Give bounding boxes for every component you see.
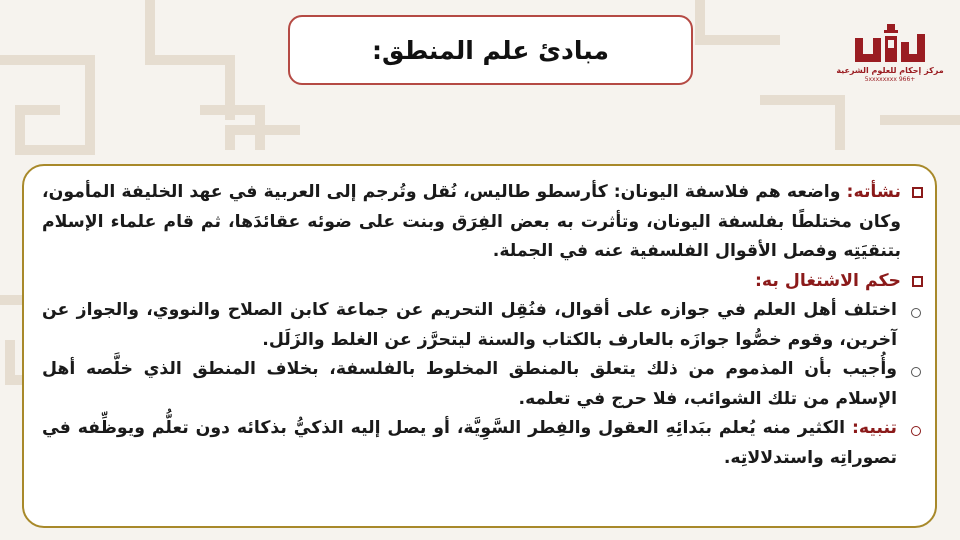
ruling-point-text: اختلف أهل العلم في جوازه على أقوال، فنُقِل التحريم عن جماعة كابن الصلاح والنووي، والجواز عن آخرين، وقوم خصُّوا جوازَه بالعارف بالكتاب والسنة ليتحرَّز عن الغلط والزَلَل. (42, 300, 897, 350)
logo (836, 22, 944, 96)
logo-subtitle: مركز إحكام للعلوم الشرعية (836, 66, 944, 75)
section-ruling (42, 267, 923, 297)
ruling-point (42, 355, 923, 414)
circle-bullet-icon (911, 367, 921, 377)
page-title: مبادئ علم المنطق: (372, 35, 609, 65)
circle-bullet-icon (911, 426, 921, 436)
square-bullet-icon (912, 187, 923, 198)
section-origin (42, 178, 923, 267)
square-bullet-icon (912, 276, 923, 287)
content-box (22, 164, 937, 528)
note-label: تنبيه: (851, 418, 897, 438)
logo-mark-icon (851, 22, 929, 66)
section-origin-text: واضعه هم فلاسفة اليونان: كأرسطو طاليس، نُقل وتُرجم إلى العربية في عهد الخليفة المأمون، وكان مختلطًا بفلسفة اليونان، وتأثرت به بعض الفِرَق وبنت على ضوئه عقائدَها، ثم قام علماء الإسلام بتنقيَتِه وفصل الأقوال الفلسفية عنه في الجملة. (42, 182, 901, 261)
section-origin-label: نشأته: (846, 182, 901, 202)
title-box (288, 15, 693, 85)
circle-bullet-icon (911, 308, 921, 318)
ruling-point-text: وأُجيب بأن المذموم من ذلك يتعلق بالمنطق المخلوط بالفلسفة، بخلاف المنطق الذي خلَّصه أهل الإسلام من تلك الشوائب، فلا حرج في تعلمه. (42, 359, 897, 409)
ruling-point (42, 296, 923, 355)
logo-contact: +966 5xxxxxxxx (864, 76, 916, 83)
section-ruling-label: حكم الاشتغال به: (754, 270, 901, 291)
note-text: الكثير منه يُعلم ببَدائِهِ العقول والفِطر السَّوِيَّة، أو يصل إليه الذكيُّ بذكائه دون تعلُّم ويوظِّفه في تصوراتِه واستدلالاتِه. (42, 418, 897, 468)
note (42, 414, 923, 473)
